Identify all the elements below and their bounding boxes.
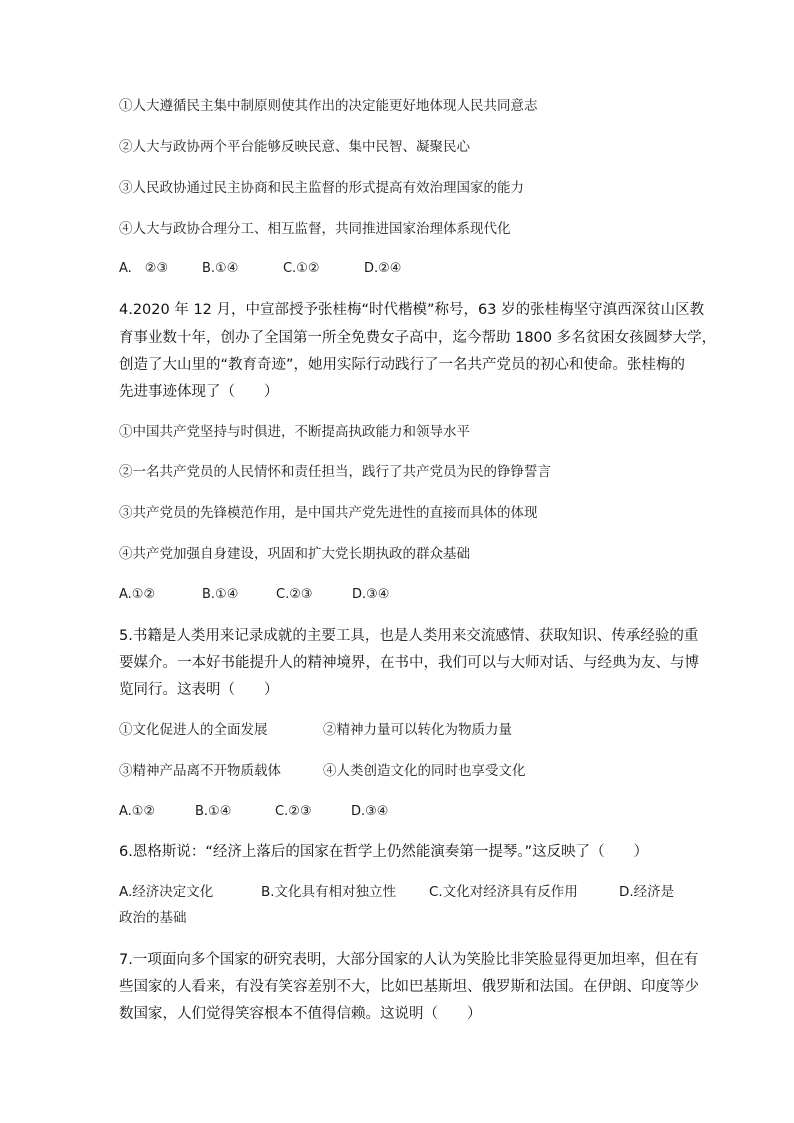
q5-statement-4: ④人类创造文化的同时也享受文化 [323,763,526,779]
q6-option-d-continued: 政治的基础 [119,910,187,926]
q6-stem: 6.恩格斯说：“经济上落后的国家在哲学上仍然能演奏第一提琴。”这反映了（ ） [119,844,649,860]
q6-option-d: D.经济是 [619,884,675,900]
q7-stem-line-1: 7.一项面向多个国家的研究表明，大部分国家的人认为笑脸比非笑脸显得更加坦率，但在有 [119,952,699,968]
q3-statement-4: ④人大与政协合理分工、相互监督，共同推进国家治理体系现代化 [119,221,511,237]
q3-option-d: D.②④ [364,261,402,276]
q5-stem-line-3: 览同行。这表明（ ） [119,682,279,698]
q5-option-b: B.①④ [195,804,232,819]
q4-option-a: A.①② [119,587,156,602]
q7-stem-line-3: 数国家，人们觉得笑容根本不值得信赖。这说明（ ） [119,1006,482,1022]
q4-option-b: B.①④ [202,587,239,602]
q3-option-b: B.①④ [202,261,239,276]
q3-statement-2: ②人大与政协两个平台能够反映民意、集中民智、凝聚民心 [119,139,470,155]
q4-stem-line-4: 先进事迹体现了（ ） [119,384,279,400]
q5-option-d: D.③④ [351,804,389,819]
q4-statement-4: ④共产党加强自身建设，巩固和扩大党长期执政的群众基础 [119,546,470,562]
q7-stem-line-2: 些国家的人看来，有没有笑容差别不大，比如巴基斯坦、俄罗斯和法国。在伊朗、印度等少 [119,979,699,995]
q5-statement-2: ②精神力量可以转化为物质力量 [323,722,512,738]
q5-statement-3: ③精神产品离不开物质载体 [119,763,281,779]
q4-stem-line-1: 4.2020 年 12 月，中宣部授予张桂梅“时代楷模”称号，63 岁的张桂梅坚守滇西深贫山区教 [119,302,705,318]
q3-statement-3: ③人民政协通过民主协商和民主监督的形式提高有效治理国家的能力 [119,180,524,196]
q3-option-c: C.①② [283,261,320,276]
q6-option-b: B.文化具有相对独立性 [261,884,397,900]
q6-option-a: A.经济决定文化 [119,884,214,900]
q5-option-a: A.①② [119,804,156,819]
q4-stem-line-2: 育事业数十年，创办了全国第一所全免费女子高中，迄今帮助 1800 多名贫困女孩圆梦大学， [119,330,717,346]
q4-statement-2: ②一名共产党员的人民情怀和责任担当，践行了共产党员为民的铮铮誓言 [119,464,551,480]
q3-statement-1: ①人大遵循民主集中制原则使其作出的决定能更好地体现人民共同意志 [119,98,538,114]
q5-statement-1: ①文化促进人的全面发展 [119,722,268,738]
q4-statement-1: ①中国共产党坚持与时俱进，不断提高执政能力和领导水平 [119,424,470,440]
q4-stem-line-3: 创造了大山里的“教育奇迹”，她用实际行动践行了一名共产党员的初心和使命。张桂梅的 [119,357,686,373]
q5-stem-line-2: 要媒介。一本好书能提升人的精神境界，在书中，我们可以与大师对话、与经典为友、与博 [119,655,699,671]
q6-option-c: C.文化对经济具有反作用 [429,884,578,900]
q3-option-a: A. ②③ [119,261,169,276]
q5-option-c: C.②③ [275,804,312,819]
q5-stem-line-1: 5.书籍是人类用来记录成就的主要工具，也是人类用来交流感情、获取知识、传承经验的重 [119,628,699,644]
q4-option-c: C.②③ [276,587,313,602]
q4-statement-3: ③共产党员的先锋模范作用，是中国共产党先进性的直接而具体的体现 [119,505,538,521]
q4-option-d: D.③④ [352,587,390,602]
